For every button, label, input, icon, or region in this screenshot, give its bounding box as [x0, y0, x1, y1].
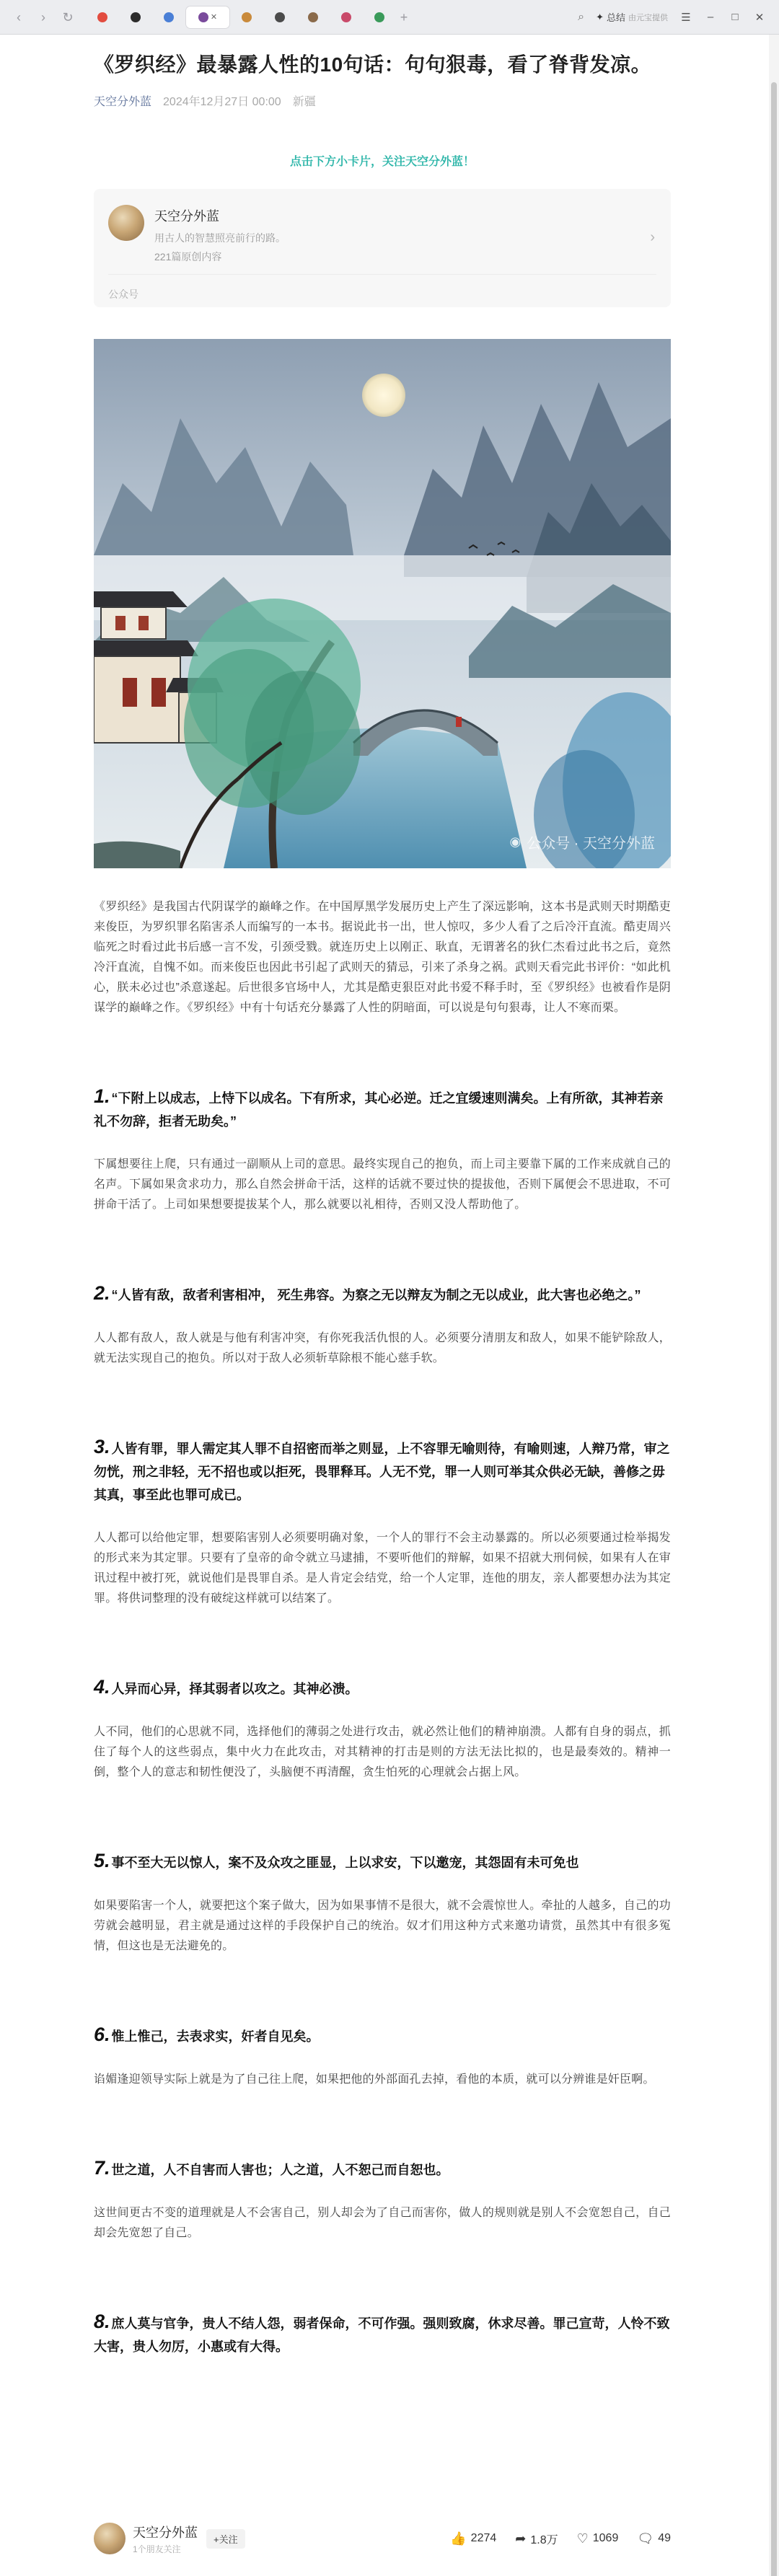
comment-icon: 🗨: [637, 2531, 654, 2546]
avatar[interactable]: [94, 2523, 126, 2554]
browser-toolbar: [0, 0, 779, 35]
card-article-count: 221篇原创内容: [154, 251, 222, 263]
tab-favicon-icon: [374, 12, 384, 22]
article-section: [94, 1435, 671, 1609]
section-heading-text: 庶人莫与官争，贵人不结人怨，弱者保命，不可作强。强则致腐，休求尽善。罪己宣苛，人怜不致大害，贵人勿厉，小惠或有大得。: [94, 2316, 670, 2354]
section-body: 人人都可以给他定罪，想要陷害别人必须要明确对象，一个人的罪行不会主动暴露的。所以必须要通过检举揭发的形式来为其定罪。只要有了皇帝的命令就立马逮捕，不要听他们的辩解，如果不招就大刑伺候，如果有人在审讯过程中被打死，就说他们是畏罪自杀。是人肯定会结党，给一个人定罪，连他的朋友，亲人都要想办法为其定罪。将供词整理的没有破绽这样就可以结案了。: [94, 1532, 671, 1605]
tab-favicon-icon: [308, 12, 318, 22]
section-heading: [94, 2023, 671, 2048]
section-body: 人不同，他们的心思就不同，选择他们的薄弱之处进行攻击，就必然让他们的精神崩溃。人都有自身的弱点，抓住了每个人的这些弱点，集中火力在此攻击，对其精神的打击是则的方法无法比拟的，也是最奏效的。精神一倒，整个人的意志和韧性便没了，头脑便不再清醒，贪生怕死的心理就会占据上风。: [94, 1726, 671, 1778]
favorite-button[interactable]: [577, 2531, 619, 2547]
hero-image: [94, 339, 671, 868]
action-group: [450, 2531, 671, 2547]
tab-favicon-icon: [198, 12, 208, 22]
like-button[interactable]: [450, 2531, 496, 2547]
tab-favicon-icon: [275, 12, 285, 22]
bottom-action-bar: [94, 2502, 671, 2575]
article-meta: [94, 92, 671, 109]
tab-favicon-icon: [131, 12, 141, 22]
bottom-account-name[interactable]: 天空分外蓝: [133, 2525, 198, 2540]
section-number: 6.: [94, 2024, 110, 2045]
section-heading-text: 事不至大无以惊人，案不及众攻之匪显，上以求安，下以邀宠，其怨固有未可免也: [111, 1856, 579, 1870]
search-icon[interactable]: ⌕: [578, 10, 585, 23]
card-description: 用古人的智慧照亮前行的路。: [154, 232, 286, 244]
article: [94, 35, 671, 2358]
tab-favicon-icon: [242, 12, 252, 22]
toolbar-right: [578, 10, 779, 24]
favorite-count: 1069: [592, 2532, 619, 2544]
publish-date: 2024年12月27日 00:00: [163, 96, 281, 108]
section-number: 2.: [94, 1282, 110, 1304]
card-footer: 公众号: [108, 288, 138, 300]
share-icon: ➦: [515, 2531, 527, 2546]
summary-label: 总结: [606, 12, 625, 23]
tab-favicon-icon: [341, 12, 351, 22]
like-count: 2274: [470, 2532, 497, 2544]
section-number: 4.: [94, 1676, 110, 1698]
section-heading: [94, 1675, 671, 1701]
maximize-icon[interactable]: □: [731, 11, 739, 23]
account-link[interactable]: 天空分外蓝: [94, 96, 152, 108]
section-heading: [94, 1282, 671, 1307]
nav-buttons: [0, 10, 87, 25]
menu-icon[interactable]: ☰: [681, 11, 691, 24]
close-window-icon[interactable]: ✕: [754, 11, 765, 24]
tab-favicon-icon: [164, 12, 174, 22]
browser-tab[interactable]: [364, 6, 395, 28]
comment-count: 49: [658, 2532, 671, 2544]
article-section: [94, 2023, 671, 2090]
share-button[interactable]: [515, 2531, 558, 2547]
new-tab-icon[interactable]: +: [400, 9, 408, 25]
section-number: 1.: [94, 1085, 110, 1107]
section-heading-text: 世之道，人不自害而人害也；人之道，人不恕己而自恕也。: [111, 2163, 449, 2177]
section-body: 谄媚逢迎领导实际上就是为了自己往上爬，如果把他的外部面孔去掉，看他的本质，就可以分辨谁是奸臣啊。: [94, 2073, 655, 2086]
wechat-icon: ◉: [509, 834, 521, 849]
follow-button[interactable]: +关注: [206, 2529, 245, 2549]
moon: [362, 374, 405, 417]
tab-favicon-icon: [97, 12, 107, 22]
account-card[interactable]: [94, 189, 671, 307]
summary-button[interactable]: [596, 10, 668, 24]
browser-tab[interactable]: [231, 6, 263, 28]
section-body: 这世间更古不变的道理就是人不会害自己，别人却会为了自己而害你，做人的规则就是别人不会宽恕自己，自己却会先宽恕了自己。: [94, 2207, 671, 2239]
summary-sub-label: 由元宝提供: [628, 13, 668, 22]
browser-tab[interactable]: [297, 6, 329, 28]
scrollbar-thumb[interactable]: [771, 82, 777, 2576]
section-number: 5.: [94, 1850, 110, 1871]
article-section: [94, 1085, 671, 1215]
section-number: 7.: [94, 2157, 110, 2179]
tab-strip: [87, 4, 411, 30]
article-title: 《罗织经》最暴露人性的10句话：句句狠毒，看了脊背发凉。: [94, 53, 652, 76]
comment-button[interactable]: [637, 2531, 671, 2547]
chevron-right-icon: ›: [650, 229, 655, 245]
section-body: 人人都有敌人，敌人就是与他有利害冲突，有你死我活仇恨的人。必须要分清朋友和敌人，如果不能铲除敌人，就无法实现自己的抱负。所以对于敌人必须斩草除根不能心慈手软。: [94, 1332, 671, 1364]
section-body: 下属想要往上爬，只有通过一副顺从上司的意思。最终实现自己的抱负，而上司主要靠下属的工作来成就自己的名声。下属如果贪求功力，那么自然会拼命干活，这样的话就不要过快的提拔他，否则下属便会不思进取，不可拼命干活了。上司如果想要提拔某个人，那么就要以礼相待，否则又没人帮助他了。: [94, 1158, 671, 1211]
avatar: [108, 205, 144, 241]
summary-icon: ✦: [596, 11, 604, 22]
card-account-name: 天空分外蓝: [154, 209, 219, 224]
browser-tab[interactable]: [87, 6, 118, 28]
section-heading: [94, 1085, 671, 1133]
publish-location: 新疆: [292, 96, 316, 108]
section-heading-text: “人皆有敌，敌者利害相冲， 死生弗容。为察之无以辩友为制之无以成业，此大害也必绝之。”: [111, 1288, 641, 1302]
figure-on-bridge: [456, 717, 462, 727]
browser-tab[interactable]: [153, 6, 185, 28]
reload-icon[interactable]: ↻: [62, 9, 74, 25]
browser-tab[interactable]: [330, 6, 362, 28]
section-heading: [94, 1435, 671, 1507]
section-number: 8.: [94, 2311, 110, 2332]
article-section: [94, 1282, 671, 1369]
sections: [94, 1085, 671, 2358]
watermark: [510, 832, 656, 852]
article-section: [94, 2310, 671, 2358]
watermark-text: 公众号 · 天空分外蓝: [527, 836, 655, 852]
minimize-icon[interactable]: –: [707, 11, 714, 23]
section-heading: [94, 1849, 671, 1874]
section-heading: [94, 2310, 671, 2358]
section-heading-text: “下附上以成志，上恃下以成名。下有所求，其心必逆。迁之宜缓速则满矣。上有所欲，其神若亲礼不勿辞，拒者无助矣。”: [94, 1091, 664, 1129]
share-count: 1.8万: [530, 2533, 558, 2546]
friends-following: 1个朋友关注: [133, 2544, 181, 2554]
section-number: 3.: [94, 1436, 110, 1457]
tab-close-icon[interactable]: ✕: [210, 13, 218, 22]
section-heading-text: 人皆有罪，罪人需定其人罪不自招密而举之则显，上不容罪无喻则待，有喻则速，人辩乃常，审之勿恍，刑之非轻，无不招也或以拒死，畏罪释耳。人无不党，罪一人则可举其众供必无缺，善修之毋其真，事至此也罪可成已。: [94, 1442, 670, 1502]
back-icon[interactable]: ‹: [17, 9, 21, 25]
thumbs-up-icon: 👍: [450, 2531, 467, 2546]
article-section: [94, 2156, 671, 2244]
browser-tab[interactable]: [186, 6, 229, 28]
section-heading-text: 惟上惟己，去表求实，奸者自见矣。: [111, 2029, 320, 2044]
article-section: [94, 1849, 671, 1957]
section-heading-text: 人异而心异，择其弱者以攻之。其神必溃。: [111, 1682, 358, 1696]
intro-paragraph: 《罗织经》是我国古代阴谋学的巅峰之作。在中国厚黑学发展历史上产生了深远影响，这本书是武则天时期酷吏来俊臣，为罗织罪名陷害杀人而编写的一本书。据说此书一出，世人惊叹，多少人看了之后冷汗直流。酷吏周兴临死之时看过此书后感一言不发，引颈受戮。就连历史上以刚正、耿直，无谓著名的狄仁杰看过此书之后，竟然冷汗直流，自愧不如。而来俊臣也因此书引起了武则天的猜忌，引来了杀身之祸。武则天看完此书评价：“如此机心，朕未必过也”杀意遂起。后世很多官场中人，尤其是酷吏狠臣对此书爱不释手时，至《罗织经》也被看作是阴谋学的巅峰之作。《罗织经》中有十句话充分暴露了人性的阴暗面，可以说是句句狠毒，让人不寒而栗。: [94, 901, 671, 1014]
heart-icon: ♡: [576, 2531, 589, 2546]
follow-tip: 点击下方小卡片，关注天空分外蓝！: [289, 156, 475, 168]
article-section: [94, 1675, 671, 1783]
browser-tab[interactable]: [120, 6, 151, 28]
section-heading: [94, 2156, 671, 2182]
card-divider: [108, 274, 656, 275]
scrollbar-track[interactable]: [769, 35, 779, 2576]
browser-tab[interactable]: [264, 6, 296, 28]
forward-icon[interactable]: ›: [41, 9, 45, 25]
landscape-painting: [94, 339, 671, 868]
section-body: 如果要陷害一个人，就要把这个案子做大，因为如果事情不是很大，就不会震惊世人。牵扯的人越多，自己的功劳就会越明显，君主就是通过这样的手段保护自己的统治。奴才们用这种方式来邀功请赏，虽然其中有很多冤情，但这也是无法避免的。: [94, 1900, 671, 1952]
